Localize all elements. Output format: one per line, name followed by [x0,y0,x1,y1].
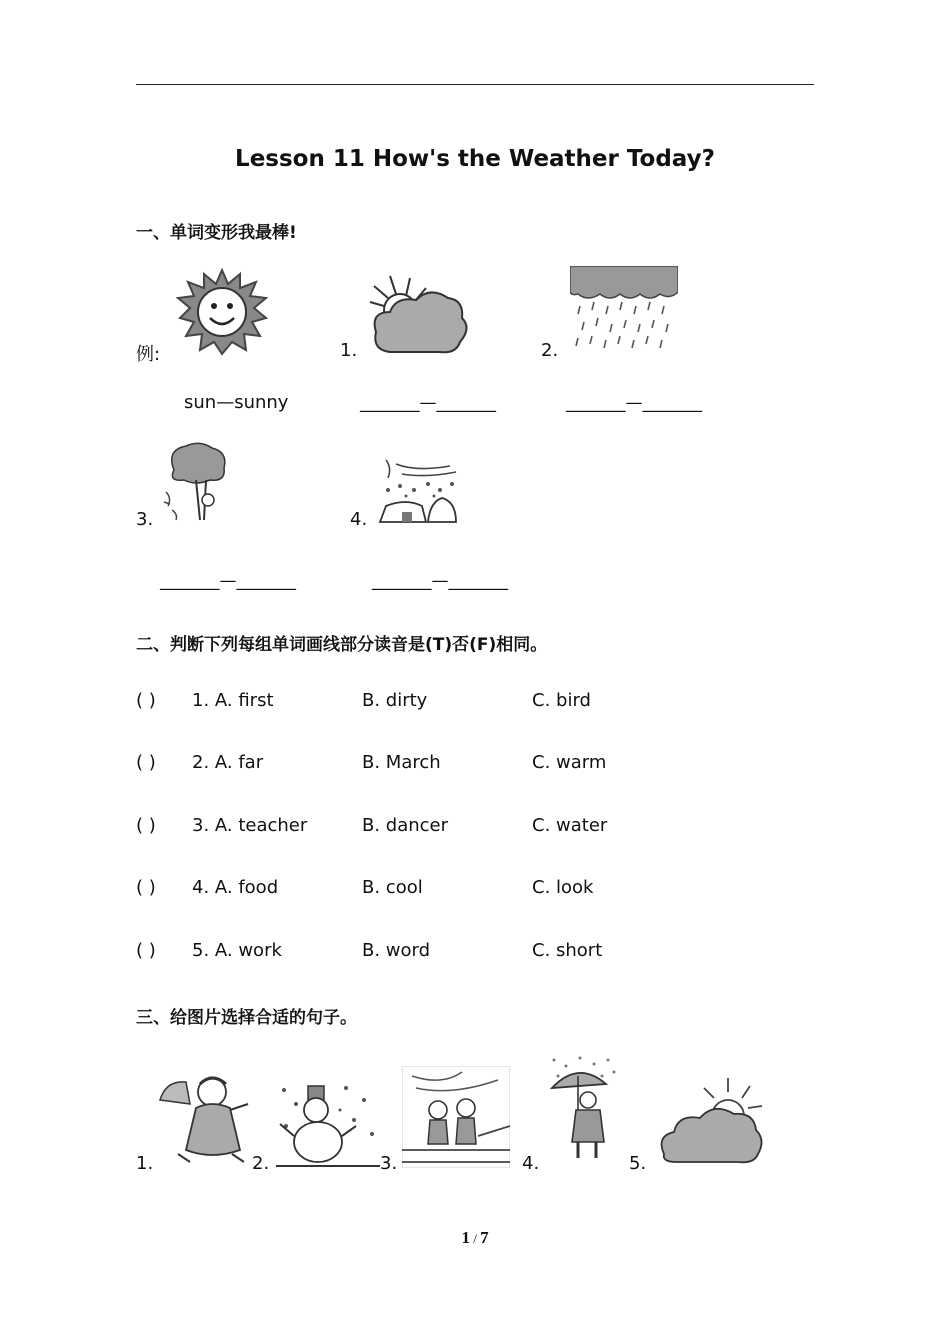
option-a: 3. A. teacher [192,815,308,836]
option-a: 2. A. far [192,752,264,773]
option-c: C. water [532,815,608,836]
item-2-label: 2. [541,340,559,361]
item-1-label: 1. [340,340,358,361]
picture-3-label: 3. [380,1153,398,1174]
item-3-label: 3. [136,509,154,530]
picture-1-label: 1. [136,1153,154,1174]
option-b: B. dancer [362,815,449,836]
option-a: 5. A. work [192,940,282,961]
answer-bracket[interactable]: ( ) [136,752,156,773]
item-4-label: 4. [350,509,368,530]
answer-bracket[interactable]: ( ) [136,815,156,836]
answer-bracket[interactable]: ( ) [136,940,156,961]
answer-bracket[interactable]: ( ) [136,690,156,711]
option-b: B. dirty [362,690,428,711]
answer-bracket[interactable]: ( ) [136,877,156,898]
option-b: B. word [362,940,431,961]
girl-with-fan-icon [156,1070,252,1168]
option-a: 1. A. first [192,690,274,711]
option-a: 4. A. food [192,877,279,898]
snowy-house-icon [376,454,460,526]
example-answer: sun—sunny [184,392,289,413]
windy-tree-icon [160,440,230,524]
windy-street-children-icon [402,1066,510,1168]
option-c: C. short [532,940,603,961]
option-c: C. warm [532,752,607,773]
item-4-blank[interactable]: _______—_______ [372,571,508,591]
page-footer [0,1228,950,1248]
cloudy-sun-icon [654,1074,766,1168]
picture-5-label: 5. [629,1153,647,1174]
item-2-blank[interactable]: _______—_______ [566,393,702,413]
rain-cloud-icon [570,266,678,352]
page-separator: / [469,1231,481,1246]
item-1-blank[interactable]: _______—_______ [360,393,496,413]
section-2-heading: 二、判断下列每组单词画线部分读音是(T)否(F)相同。 [136,635,548,655]
sun-icon [176,268,268,356]
section-1-heading: 一、单词变形我最棒! [136,223,297,243]
item-3-blank[interactable]: _______—_______ [160,571,296,591]
snowman-icon [276,1080,380,1168]
picture-4-label: 4. [522,1153,540,1174]
page-number: 1 [461,1228,470,1247]
option-c: C. look [532,877,594,898]
picture-2-label: 2. [252,1153,270,1174]
example-label: 例: [136,344,161,365]
header-rule [136,84,814,85]
rain-umbrella-icon [548,1054,620,1164]
section-3-heading: 三、给图片选择合适的句子。 [136,1008,357,1028]
option-c: C. bird [532,690,591,711]
page-title: Lesson 11 How's the Weather Today? [235,146,715,172]
option-b: B. March [362,752,441,773]
page-total: 7 [480,1228,489,1247]
sun-behind-cloud-icon [360,272,472,358]
option-b: B. cool [362,877,423,898]
